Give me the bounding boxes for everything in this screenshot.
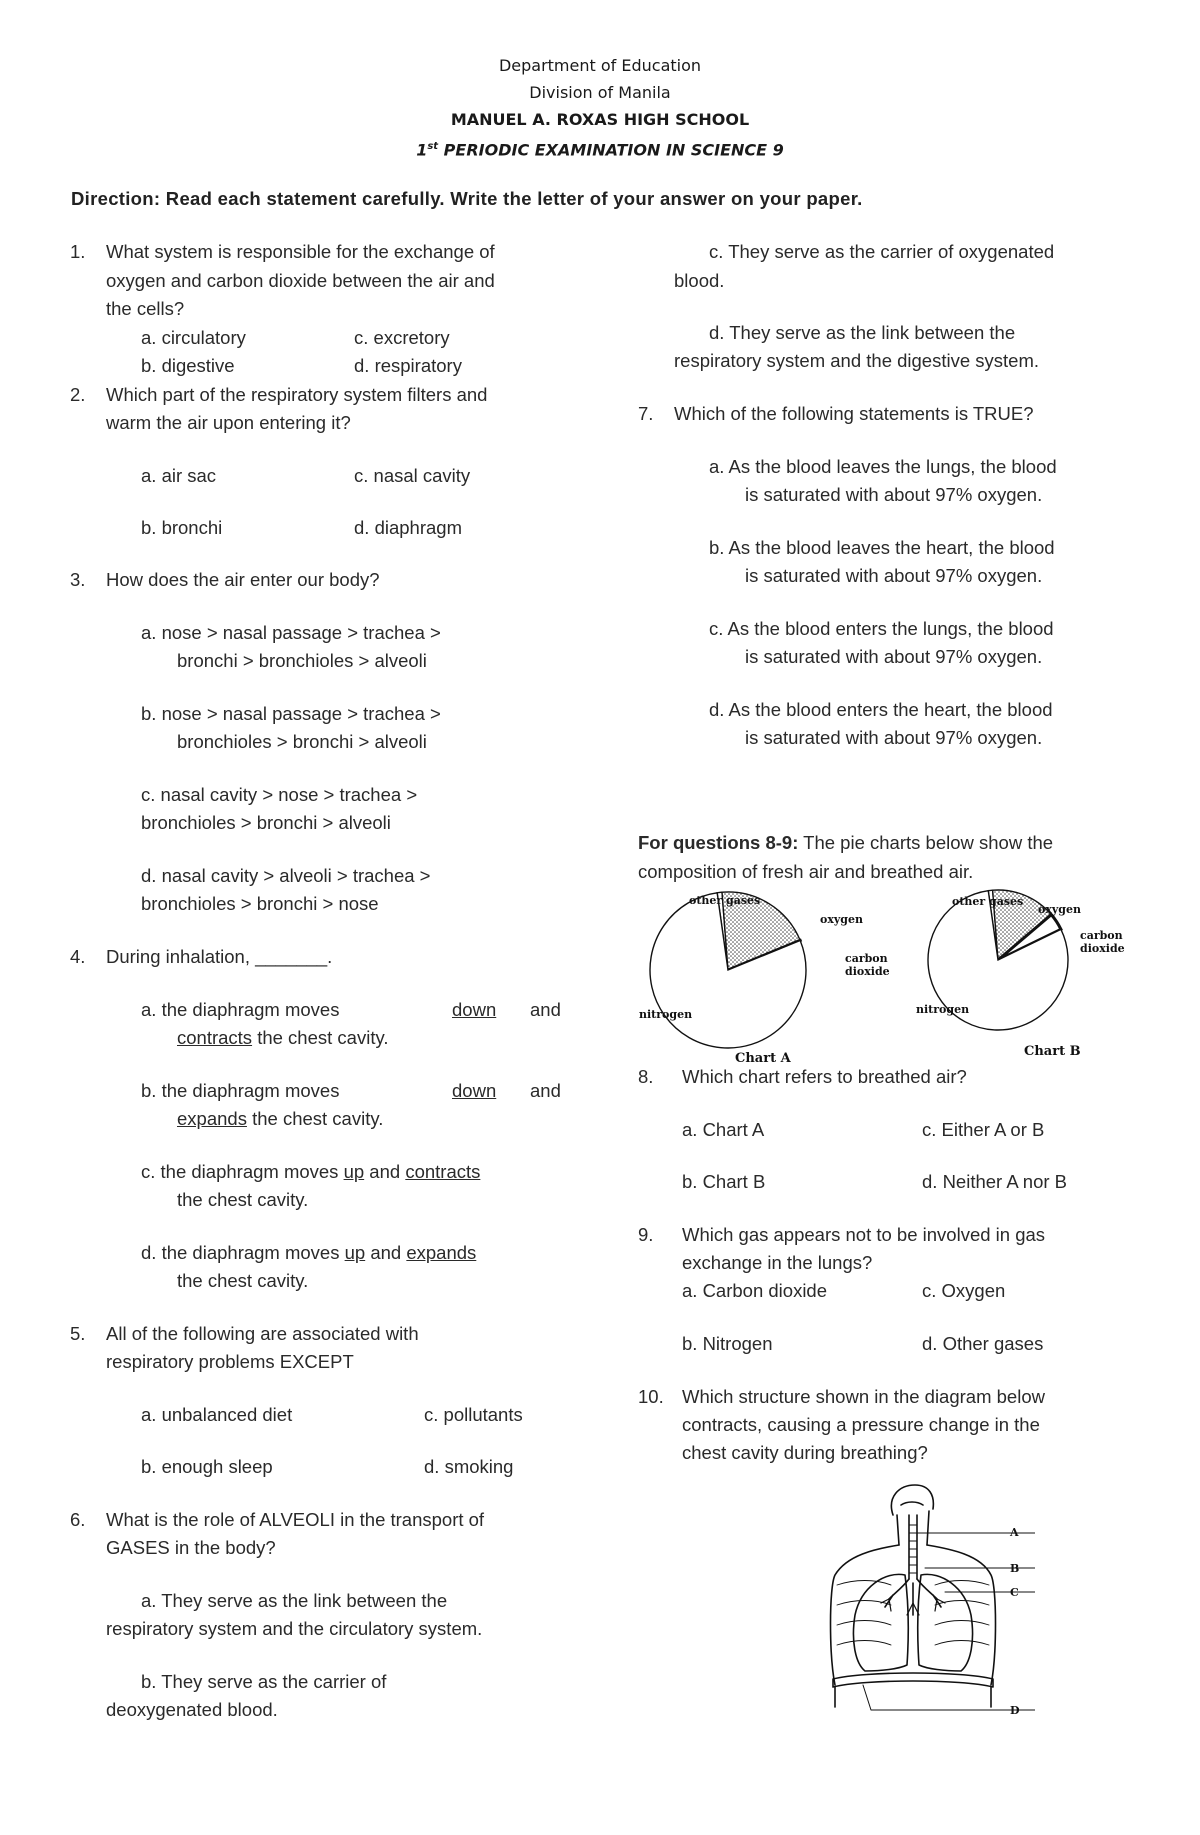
q3-number: 3. — [70, 569, 86, 590]
nasal-cavity — [901, 1502, 923, 1505]
q3-choice-a-2: bronchi > bronchioles > alveoli — [177, 650, 427, 671]
body-outline-right — [927, 1545, 996, 1685]
q2-number: 2. — [70, 384, 86, 405]
chart-b-label-other: other gases — [952, 895, 1024, 908]
chart-a-label-dioxide: dioxide — [845, 965, 890, 978]
q5-choice-c: c. pollutants — [424, 1404, 523, 1425]
q9-line1: Which gas appears not to be involved in gas — [682, 1224, 1046, 1245]
q7-choice-c-2: is saturated with about 97% oxygen. — [745, 646, 1043, 667]
abdomen-lines — [835, 1687, 991, 1707]
q2-choice-d: d. diaphragm — [354, 517, 462, 538]
q4-choice-a-1: a. the diaphragm moves — [141, 999, 340, 1020]
q6-choice-d-2: respiratory system and the digestive system. — [674, 350, 1040, 371]
q5-choice-b: b. enough sleep — [141, 1456, 273, 1477]
q5-line2: respiratory problems EXCEPT — [106, 1351, 354, 1372]
q1-line1: What system is responsible for the exchange of — [106, 241, 495, 262]
chart-a-label-other: other gases — [689, 894, 761, 907]
exam-header — [0, 52, 1200, 163]
trachea-rings — [909, 1525, 917, 1573]
q4-stem: During inhalation, _______. — [106, 946, 333, 967]
bronchi — [885, 1579, 941, 1615]
chart-b-label-nitrogen: nitrogen — [916, 1003, 970, 1016]
q4-choice-c-2: the chest cavity. — [177, 1189, 309, 1210]
diagram-labels — [1000, 1525, 1030, 1725]
q4-choice-a-and: and — [530, 999, 561, 1020]
chart-a — [650, 892, 806, 1048]
q7-choice-b-2: is saturated with about 97% oxygen. — [745, 565, 1043, 586]
q1-choice-b: b. digestive — [141, 355, 235, 376]
neck-back — [927, 1511, 929, 1545]
school-name: MANUEL A. ROXAS HIGH SCHOOL — [450, 110, 750, 129]
q9-choice-d: d. Other gases — [922, 1333, 1044, 1354]
q9-choice-c: c. Oxygen — [922, 1280, 1006, 1301]
q3-choice-a-1: a. nose > nasal passage > trachea > — [141, 622, 441, 643]
q3-choice-d-2: bronchioles > bronchi > nose — [141, 893, 379, 914]
q7-number: 7. — [638, 403, 654, 424]
q4-choice-b-1: b. the diaphragm moves — [141, 1080, 340, 1101]
diagram-label-c: C — [1010, 1586, 1019, 1599]
chart-b-label-carbon: carbon — [1080, 929, 1123, 942]
q3-choice-c-2: bronchioles > bronchi > alveoli — [141, 812, 391, 833]
q7-choice-d-1: d. As the blood enters the heart, the blood — [709, 699, 1053, 720]
q6-choice-a-1: a. They serve as the link between the — [141, 1590, 448, 1611]
chart-b-label-dioxide: dioxide — [1080, 942, 1125, 955]
division: Division of Manila — [529, 83, 671, 102]
q8-stem: Which chart refers to breathed air? — [682, 1066, 967, 1087]
q6-choice-b-1: b. They serve as the carrier of — [141, 1671, 387, 1692]
q2-line2: warm the air upon entering it? — [106, 412, 351, 433]
q1-line2: oxygen and carbon dioxide between the air and — [106, 270, 495, 291]
diagram-label-b: B — [1010, 1562, 1020, 1575]
q10-number: 10. — [638, 1386, 664, 1407]
q3-choice-d-1: d. nasal cavity > alveoli > trachea > — [141, 865, 431, 886]
q7-choice-a-2: is saturated with about 97% oxygen. — [745, 484, 1043, 505]
direction: Direction: Read each statement carefully. Write the letter of your answer on your paper. — [71, 188, 863, 209]
q6-choice-c-1: c. They serve as the carrier of oxygenated — [709, 241, 1055, 262]
q4-choice-a-u1: down — [452, 999, 497, 1020]
chart-a-title: Chart A — [735, 1051, 791, 1065]
q9-choice-b: b. Nitrogen — [682, 1333, 773, 1354]
exam-title: 1st PERIODIC EXAMINATION IN SCIENCE 9 — [416, 140, 784, 160]
q6-line2: GASES in the body? — [106, 1537, 276, 1558]
q6-choice-a-2: respiratory system and the circulatory system. — [106, 1618, 483, 1639]
q9-line2: exchange in the lungs? — [682, 1252, 873, 1273]
q7-choice-a-1: a. As the blood leaves the lungs, the blood — [709, 456, 1057, 477]
pie-intro-line1: For questions 8-9: The pie charts below show the — [638, 832, 1054, 853]
department: Department of Education — [498, 56, 702, 75]
q3-choice-b-2: bronchioles > bronchi > alveoli — [177, 731, 427, 752]
q4-choice-d-1: d. the diaphragm moves up and expands — [141, 1242, 477, 1263]
q1-line3: the cells? — [106, 298, 185, 319]
q4-choice-b-2: expands the chest cavity. — [177, 1108, 384, 1129]
q6-number: 6. — [70, 1509, 86, 1530]
q3-choice-b-1: b. nose > nasal passage > trachea > — [141, 703, 441, 724]
q1-choice-d: d. respiratory — [354, 355, 462, 376]
q7-choice-c-1: c. As the blood enters the lungs, the blood — [709, 618, 1054, 639]
pie-intro-line2: composition of fresh air and breathed air. — [638, 861, 974, 882]
chart-a-label-oxygen: oxygen — [820, 913, 863, 926]
q2-choice-c: c. nasal cavity — [354, 465, 471, 486]
q8-choice-c: c. Either A or B — [922, 1119, 1045, 1140]
q8-choice-d: d. Neither A nor B — [922, 1171, 1068, 1192]
q5-choice-d: d. smoking — [424, 1456, 514, 1477]
q10-line2: contracts, causing a pressure change in the — [682, 1414, 1040, 1435]
body-outline-left — [831, 1545, 900, 1685]
chart-b-title: Chart B — [1024, 1044, 1081, 1059]
q2-choice-a: a. air sac — [141, 465, 217, 486]
q1-choice-a: a. circulatory — [141, 327, 246, 348]
q6-choice-b-2: deoxygenated blood. — [106, 1699, 278, 1720]
q10-line1: Which structure shown in the diagram below — [682, 1386, 1045, 1407]
q8-number: 8. — [638, 1066, 654, 1087]
q5-number: 5. — [70, 1323, 86, 1344]
diagram-label-a: A — [1010, 1526, 1019, 1539]
q7-choice-d-2: is saturated with about 97% oxygen. — [745, 727, 1043, 748]
q4-choice-b-and: and — [530, 1080, 561, 1101]
q4-choice-d-2: the chest cavity. — [177, 1270, 309, 1291]
q4-choice-c-1: c. the diaphragm moves up and contracts — [141, 1161, 481, 1182]
chart-a-label-carbon: carbon — [845, 952, 888, 965]
q3-choice-c-1: c. nasal cavity > nose > trachea > — [141, 784, 418, 805]
neck-front — [897, 1515, 899, 1545]
q4-number: 4. — [70, 946, 86, 967]
q2-line1: Which part of the respiratory system filters and — [106, 384, 488, 405]
q4-choice-b-u1: down — [452, 1080, 497, 1101]
q5-line1: All of the following are associated with — [106, 1323, 419, 1344]
respiratory-system-diagram — [795, 1475, 1035, 1715]
q2-choice-b: b. bronchi — [141, 517, 223, 538]
q4-choice-a-2: contracts the chest cavity. — [177, 1027, 389, 1048]
q9-choice-a: a. Carbon dioxide — [682, 1280, 828, 1301]
chart-a-label-nitrogen: nitrogen — [639, 1008, 693, 1021]
q5-choice-a: a. unbalanced diet — [141, 1404, 293, 1425]
q6-choice-d-1: d. They serve as the link between the — [709, 322, 1016, 343]
q8-choice-b: b. Chart B — [682, 1171, 766, 1192]
pie-charts — [628, 885, 1168, 1065]
chart-b-label-oxygen: oxygen — [1038, 903, 1081, 916]
diagram-label-d: D — [1010, 1704, 1020, 1717]
q8-choice-a: a. Chart A — [682, 1119, 765, 1140]
q7-stem: Which of the following statements is TRUE? — [674, 403, 1034, 424]
q7-choice-b-1: b. As the blood leaves the heart, the blood — [709, 537, 1055, 558]
q10-line3: chest cavity during breathing? — [682, 1442, 928, 1463]
q1-choice-c: c. excretory — [354, 327, 450, 348]
q1-number: 1. — [70, 241, 86, 262]
q3-stem: How does the air enter our body? — [106, 569, 380, 590]
q6-choice-c-2: blood. — [674, 270, 725, 291]
q9-number: 9. — [638, 1224, 654, 1245]
diaphragm — [833, 1673, 993, 1687]
head-outline — [891, 1485, 933, 1515]
q6-line1: What is the role of ALVEOLI in the transport of — [106, 1509, 485, 1530]
